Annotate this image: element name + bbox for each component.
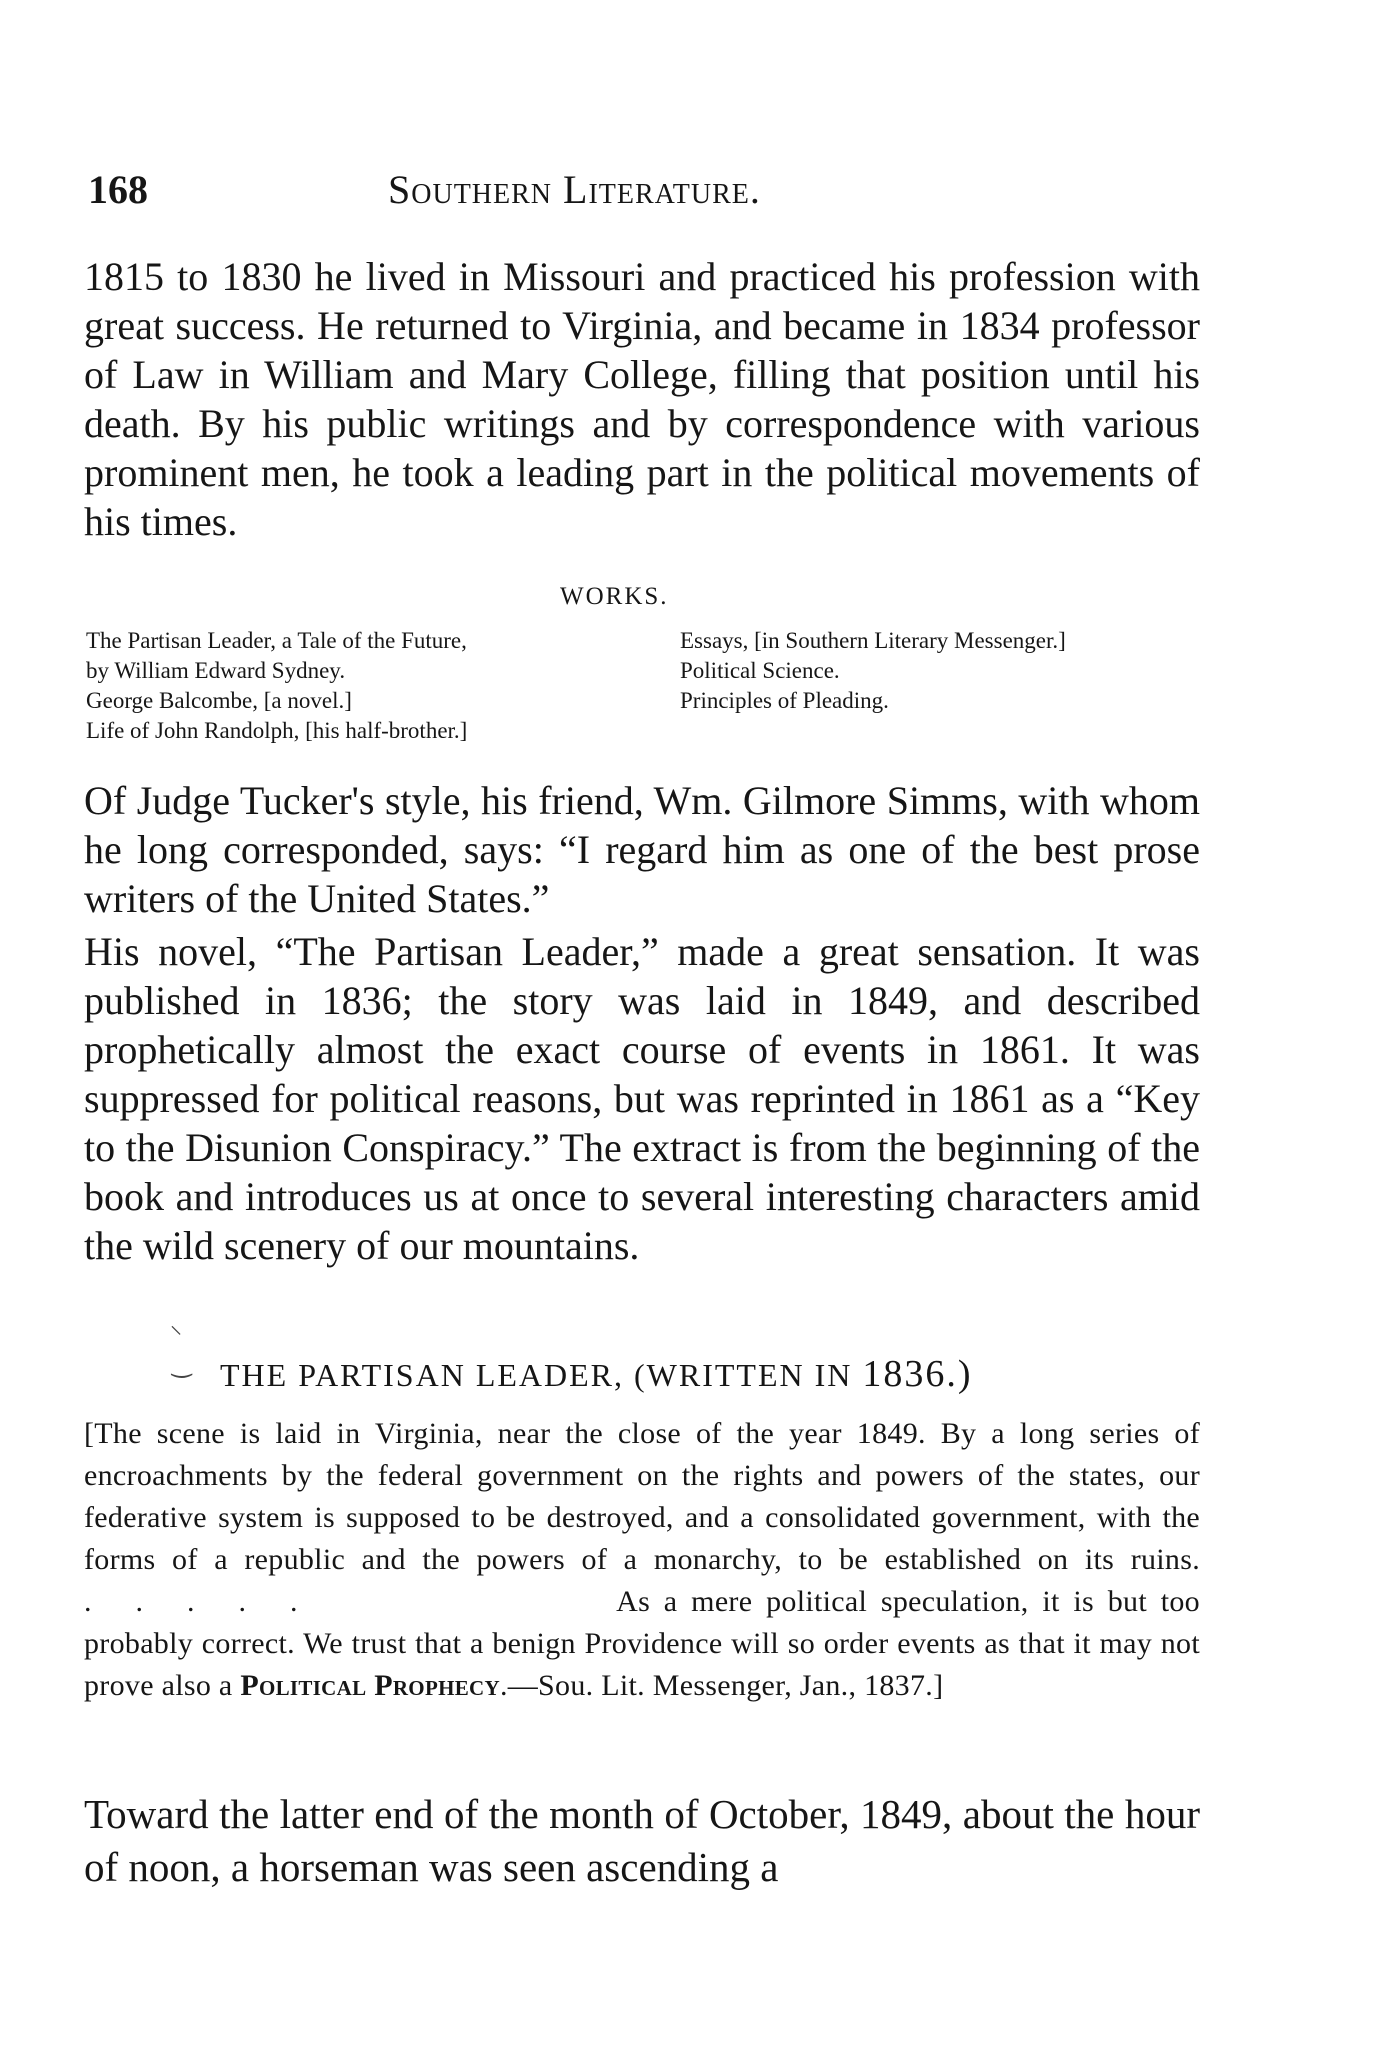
section-title-text: THE PARTISAN LEADER, (WRITTEN IN [220,1357,863,1393]
style-paragraph: Of Judge Tucker's style, his friend, Wm. Gilmore Simms, with whom he long corresponded, says: “I regard him as one of the best prose writers of the United States.” [84,778,1200,921]
novel-paragraph: His novel, “The Partisan Leader,” made a great sensation. It was published in 1836; the story was laid in 1849, and described prophetically almost the exact course of events in 1861. It was suppressed for political reasons, but was reprinted in 1861 as a “Key to the Disunion Conspiracy.” The extract is from the beginning of the book and introduces us at once to several interesting characters amid the wild scenery of our mountains. [84,929,1200,1268]
works-item: Essays, [in Southern Literary Messenger.] [680,628,1066,653]
works-item: Political Science. [680,658,840,683]
works-heading: WORKS. [560,583,669,610]
editor-note-part1: [The scene is laid in Virginia, near the close of the year 1849. By a long series of encroachments by the federal government on the rights and powers of the states, our federative system is supposed to be destroyed, and a consolidated government, with the forms of a republic and the powers of a monarchy, to be established on its ruins. [84,1417,1200,1576]
editor-note-part2: As a mere political speculation, it is but too probably correct. We trust that a benign Providence will so order events as that it may not prove also a [84,1585,1200,1702]
works-item: Life of John Randolph, [his half-brother.] [86,718,468,743]
section-title-year: 1836.) [862,1353,973,1395]
editor-note-part3: .—Sou. Lit. Messenger, Jan., 1837.] [499,1669,944,1702]
intro-paragraph: 1815 to 1830 he lived in Missouri and practiced his profession with great success. He returned to Virginia, and became in 1834 professor of Law in William and Mary College, filling that position until his death. By his public writings and by correspondence with various prominent men, he took a leading part in the political movements of his times. [84,254,1200,544]
section-title [220,1352,973,1396]
works-item: Principles of Pleading. [680,688,889,713]
page-number: 168 [88,167,148,212]
scratch-mark: ⸌ [170,1323,182,1349]
editor-note [84,1413,1200,1707]
scratch-mark: ‿ [172,1352,192,1378]
works-item: by William Edward Sydney. [86,658,346,683]
works-list-left [86,626,646,746]
running-title: Southern Literature. [388,167,761,212]
story-paragraph: Toward the latter end of the month of October, 1849, about the hour of noon, a horseman was seen ascending a [84,1791,1200,1890]
works-item: The Partisan Leader, a Tale of the Future, [86,628,467,653]
running-head [88,160,1188,220]
works-item: George Balcombe, [a novel.] [86,688,352,713]
works-list-right [680,626,1200,716]
ellipsis: ..... [84,1585,342,1618]
political-prophecy: Political Prophecy [240,1669,500,1702]
